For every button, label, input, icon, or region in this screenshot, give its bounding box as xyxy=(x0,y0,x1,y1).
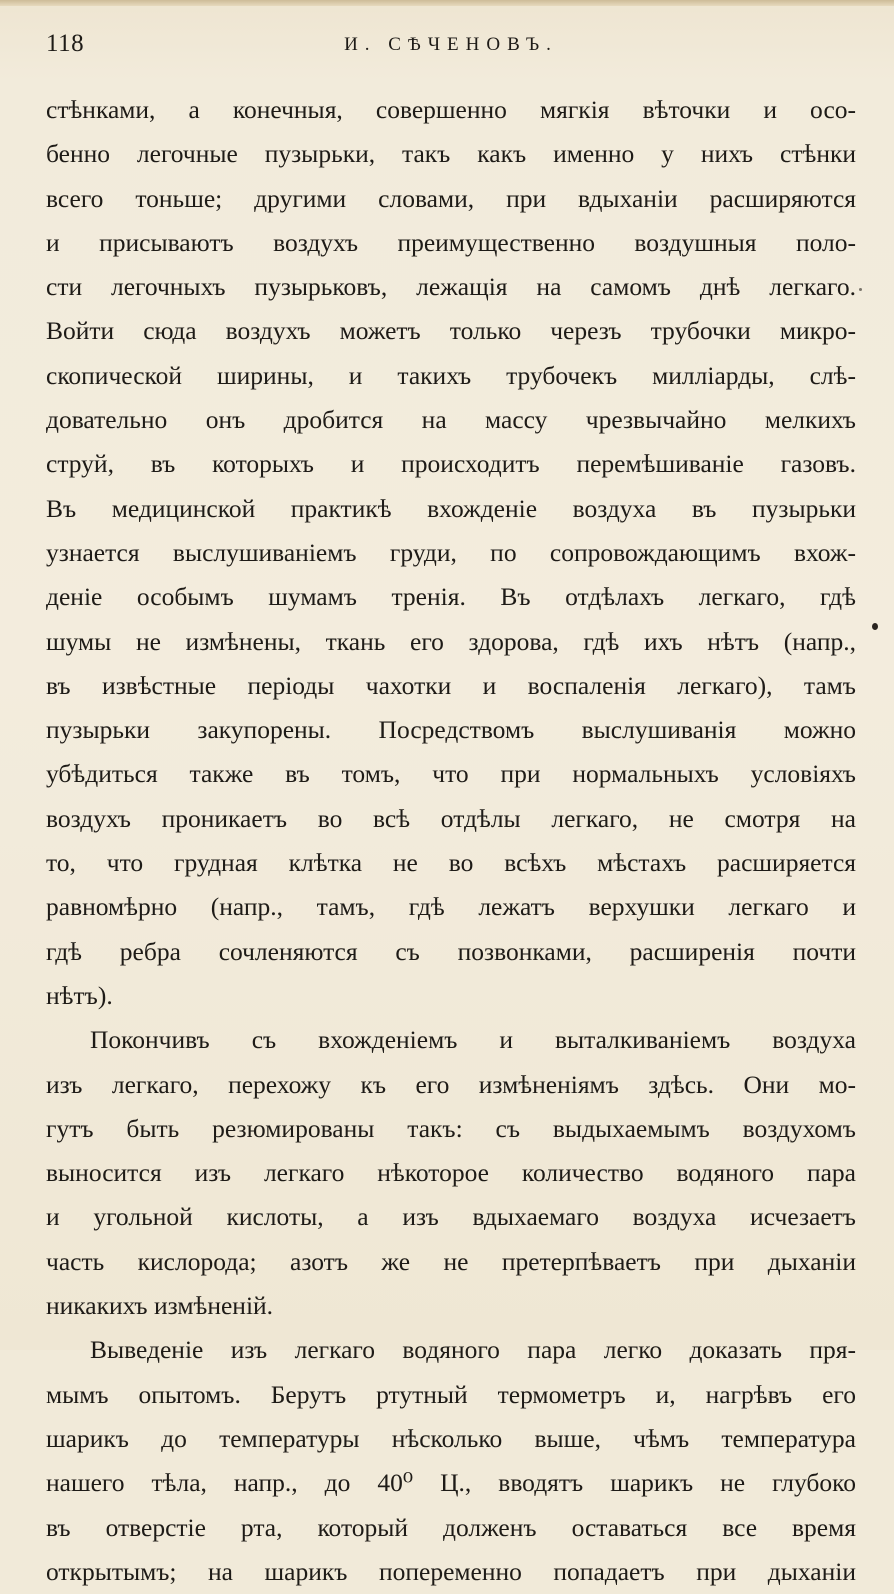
page-header xyxy=(46,30,856,66)
ink-spot xyxy=(872,623,878,630)
text-line: мымъ опытомъ. Берутъ ртутный термометръ и, нагрѣвъ его xyxy=(46,1379,856,1409)
text-line: деніе особымъ шумамъ тренія. Въ отдѣлахъ легкаго, гдѣ xyxy=(46,582,856,612)
text-line: сти легочныхъ пузырьковъ, лежащія на самомъ днѣ легкаго. xyxy=(46,272,856,302)
text-line: равномѣрно (напр., тамъ, гдѣ лежатъ верхушки легкаго и xyxy=(46,892,856,922)
text-line: всего тоньше; другими словами, при вдыханіи расширяются xyxy=(46,183,856,213)
running-head: И. СѢЧЕНОВЪ. xyxy=(344,34,558,55)
body-text xyxy=(46,88,856,1594)
text-line: Въ медицинской практикѣ вхожденіе воздуха въ пузырьки xyxy=(46,493,856,523)
text-line: нашего тѣла, напр., до 40⁰ Ц., вводятъ шарикъ не глубоко xyxy=(46,1468,856,1498)
text-line: въ отверстіе рта, который долженъ оставаться все время xyxy=(46,1512,856,1542)
text-line: и угольной кислоты, а изъ вдыхаемаго воздуха исчезаетъ xyxy=(46,1202,856,1232)
text-line: никакихъ измѣненій. xyxy=(46,1291,274,1321)
paragraph-first-line: Покончивъ съ вхожденіемъ и выталкиваніемъ воздуха xyxy=(90,1025,856,1055)
ink-spot xyxy=(859,288,862,291)
text-line: гдѣ ребра сочленяются съ позвонками, расширенія почти xyxy=(46,936,856,966)
text-line: стѣнками, а конечныя, совершенно мягкія вѣточки и осо- xyxy=(46,95,856,124)
text-line: то, что грудная клѣтка не во всѣхъ мѣстахъ расширяется xyxy=(46,848,856,878)
text-line: въ извѣстные періоды чахотки и воспаленія легкаго), тамъ xyxy=(46,670,856,700)
text-line: гутъ быть резюмированы такъ: съ выдыхаемымъ воздухомъ xyxy=(46,1113,856,1143)
page-top-edge xyxy=(0,0,894,6)
text-line: убѣдиться также въ томъ, что при нормальныхъ условіяхъ xyxy=(46,759,856,789)
page-number: 118 xyxy=(46,30,85,57)
text-line: воздухъ проникаетъ во всѣ отдѣлы легкаго, не смотря на xyxy=(46,803,856,833)
text-line: открытымъ; на шарикъ попеременно попадаетъ при дыханіи xyxy=(46,1556,856,1586)
text-line: изъ легкаго, перехожу къ его измѣненіямъ здѣсь. Они мо- xyxy=(46,1069,856,1099)
text-line: шарикъ до температуры нѣсколько выше, чѣмъ температура xyxy=(46,1423,856,1453)
text-line: довательно онъ дробится на массу чрезвычайно мелкихъ xyxy=(46,405,856,435)
text-line: и присываютъ воздухъ преимущественно воздушныя поло- xyxy=(46,227,856,257)
paragraph-first-line: Выведеніе изъ легкаго водяного пара легко доказать пря- xyxy=(90,1335,856,1365)
text-line: пузырьки закупорены. Посредствомъ выслушиванія можно xyxy=(46,715,856,745)
text-line: струй, въ которыхъ и происходитъ перемѣшиваніе газовъ. xyxy=(46,449,856,479)
text-line: бенно легочные пузырьки, такъ какъ именно у нихъ стѣнки xyxy=(46,139,856,169)
text-line: узнается выслушиваніемъ груди, по сопровождающимъ вхож- xyxy=(46,537,856,567)
text-line: скопической ширины, и такихъ трубочекъ милліарды, слѣ- xyxy=(46,360,856,390)
text-line: часть кислорода; азотъ же не претерпѣваетъ при дыханіи xyxy=(46,1246,856,1276)
text-line: Войти сюда воздухъ можетъ только черезъ трубочки микро- xyxy=(46,316,856,346)
text-line: нѣтъ). xyxy=(46,980,113,1010)
text-line: выносится изъ легкаго нѣкоторое количество водяного пара xyxy=(46,1158,856,1188)
text-line: шумы не измѣнены, ткань его здорова, гдѣ ихъ нѣтъ (напр., xyxy=(46,626,856,656)
